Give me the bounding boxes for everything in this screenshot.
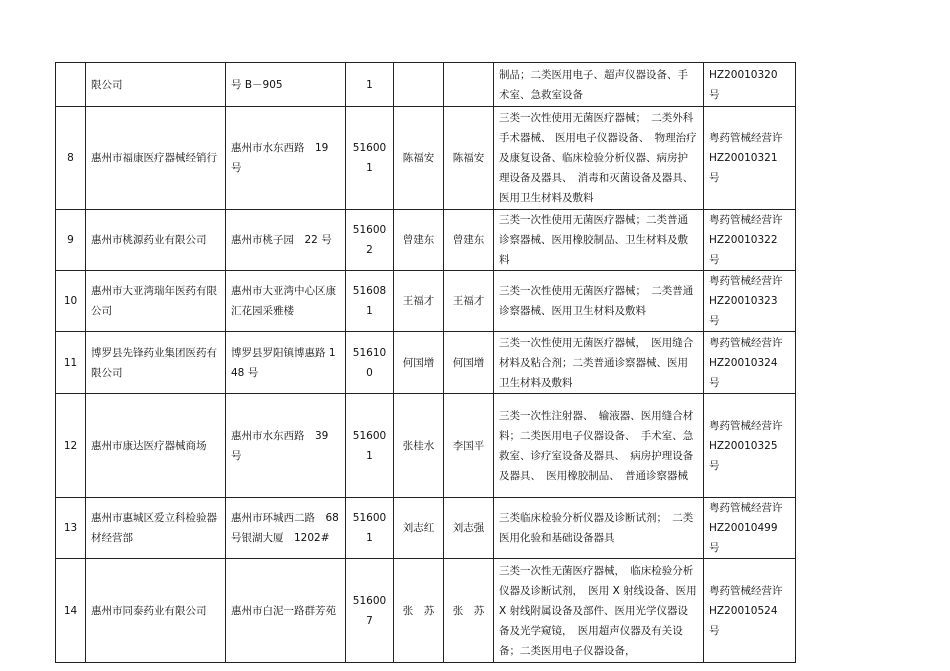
table-row (56, 332, 796, 394)
license-number: HZ20010320 号 (704, 63, 796, 107)
row-number: 11 (56, 332, 86, 394)
table-row (56, 210, 796, 271)
license-number: 粤药管械经营许 HZ20010325 号 (704, 394, 796, 498)
row-number: 10 (56, 271, 86, 332)
business-scope: 制品；二类医用电子、超声仪器设备、手术室、急救室设备 (494, 63, 704, 107)
row-number: 9 (56, 210, 86, 271)
table-row (56, 107, 796, 210)
business-scope: 三类一次性使用无菌医疗器械， 医用缝合材料及粘合剂；二类普通诊察器械、医用卫生材料及敷料 (494, 332, 704, 394)
row-number: 14 (56, 559, 86, 663)
company-name: 限公司 (86, 63, 226, 107)
postal-code: 516001 (346, 107, 394, 210)
row-number: 8 (56, 107, 86, 210)
legal-representative: 刘志红 (394, 498, 444, 559)
company-name: 惠州市惠城区爱立科检验器材经营部 (86, 498, 226, 559)
business-scope: 三类临床检验分析仪器及诊断试剂； 二类医用化验和基础设备器具 (494, 498, 704, 559)
business-scope: 三类一次性使用无菌医疗器械；二类普通诊察器械、医用橡胶制品、卫生材料及敷料 (494, 210, 704, 271)
license-number: 粤药管械经营许 HZ20010322 号 (704, 210, 796, 271)
quality-manager: 何国增 (444, 332, 494, 394)
postal-code: 516100 (346, 332, 394, 394)
postal-code: 516007 (346, 559, 394, 663)
row-number: 13 (56, 498, 86, 559)
quality-manager: 刘志强 (444, 498, 494, 559)
legal-representative: 张 苏 (394, 559, 444, 663)
company-address: 号 B－905 (226, 63, 346, 107)
company-address: 惠州市环城西二路 68 号银湖大厦 1202# (226, 498, 346, 559)
company-name: 惠州市桃源药业有限公司 (86, 210, 226, 271)
legal-representative: 王福才 (394, 271, 444, 332)
company-address: 惠州市水东西路 19 号 (226, 107, 346, 210)
company-address: 惠州市大亚湾中心区康汇花园采雅楼 (226, 271, 346, 332)
business-scope: 三类一次性无菌医疗器械， 临床检验分析仪器及诊断试剂， 医用 X 射线设备、医用 X 射线附属设备及部件、医用光学仪器设备及光学窥镜， 医用超声仪器及有关设备；二类医用电子仪器设备， (494, 559, 704, 663)
table-row (56, 63, 796, 107)
postal-code: 516001 (346, 498, 394, 559)
quality-manager: 张 苏 (444, 559, 494, 663)
business-scope: 三类一次性使用无菌医疗器械； 二类外科手术器械、 医用电子仪器设备、 物理治疗及康复设备、临床检验分析仪器、病房护理设备及器具、 消毒和灭菌设备及器具、医用卫生材料及敷料 (494, 107, 704, 210)
postal-code: 516001 (346, 394, 394, 498)
company-name: 惠州市大亚湾瑞年医药有限公司 (86, 271, 226, 332)
company-name: 惠州市福康医疗器械经销行 (86, 107, 226, 210)
legal-representative: 陈福安 (394, 107, 444, 210)
license-number: 粤药管械经营许 HZ20010321 号 (704, 107, 796, 210)
postal-code: 516002 (346, 210, 394, 271)
legal-representative: 何国增 (394, 332, 444, 394)
table-row (56, 271, 796, 332)
license-number: 粤药管械经营许 HZ20010524 号 (704, 559, 796, 663)
company-address: 惠州市桃子园 22 号 (226, 210, 346, 271)
quality-manager: 王福才 (444, 271, 494, 332)
row-number (56, 63, 86, 107)
license-number: 粤药管械经营许 HZ20010323 号 (704, 271, 796, 332)
company-address: 惠州市白泥一路群芳苑 (226, 559, 346, 663)
legal-representative (394, 63, 444, 107)
legal-representative: 张桂水 (394, 394, 444, 498)
table-row (56, 498, 796, 559)
license-table (55, 62, 796, 663)
company-address: 博罗县罗阳镇博惠路 148 号 (226, 332, 346, 394)
quality-manager: 陈福安 (444, 107, 494, 210)
business-scope: 三类一次性注射器、 输液器、医用缝合材料；二类医用电子仪器设备、 手术室、急救室、诊疗室设备及器具、 病房护理设备及器具、 医用橡胶制品、 普通诊察器械 (494, 394, 704, 498)
license-number: 粤药管械经营许 HZ20010499 号 (704, 498, 796, 559)
postal-code: 1 (346, 63, 394, 107)
postal-code: 516081 (346, 271, 394, 332)
legal-representative: 曾建东 (394, 210, 444, 271)
business-scope: 三类一次性使用无菌医疗器械； 二类普通诊察器械、医用卫生材料及敷料 (494, 271, 704, 332)
company-name: 惠州市康达医疗器械商场 (86, 394, 226, 498)
license-number: 粤药管械经营许 HZ20010324 号 (704, 332, 796, 394)
company-address: 惠州市水东西路 39 号 (226, 394, 346, 498)
table-row (56, 394, 796, 498)
company-name: 博罗县先锋药业集团医药有限公司 (86, 332, 226, 394)
quality-manager: 曾建东 (444, 210, 494, 271)
row-number: 12 (56, 394, 86, 498)
table-row (56, 559, 796, 663)
company-name: 惠州市同泰药业有限公司 (86, 559, 226, 663)
quality-manager (444, 63, 494, 107)
quality-manager: 李国平 (444, 394, 494, 498)
